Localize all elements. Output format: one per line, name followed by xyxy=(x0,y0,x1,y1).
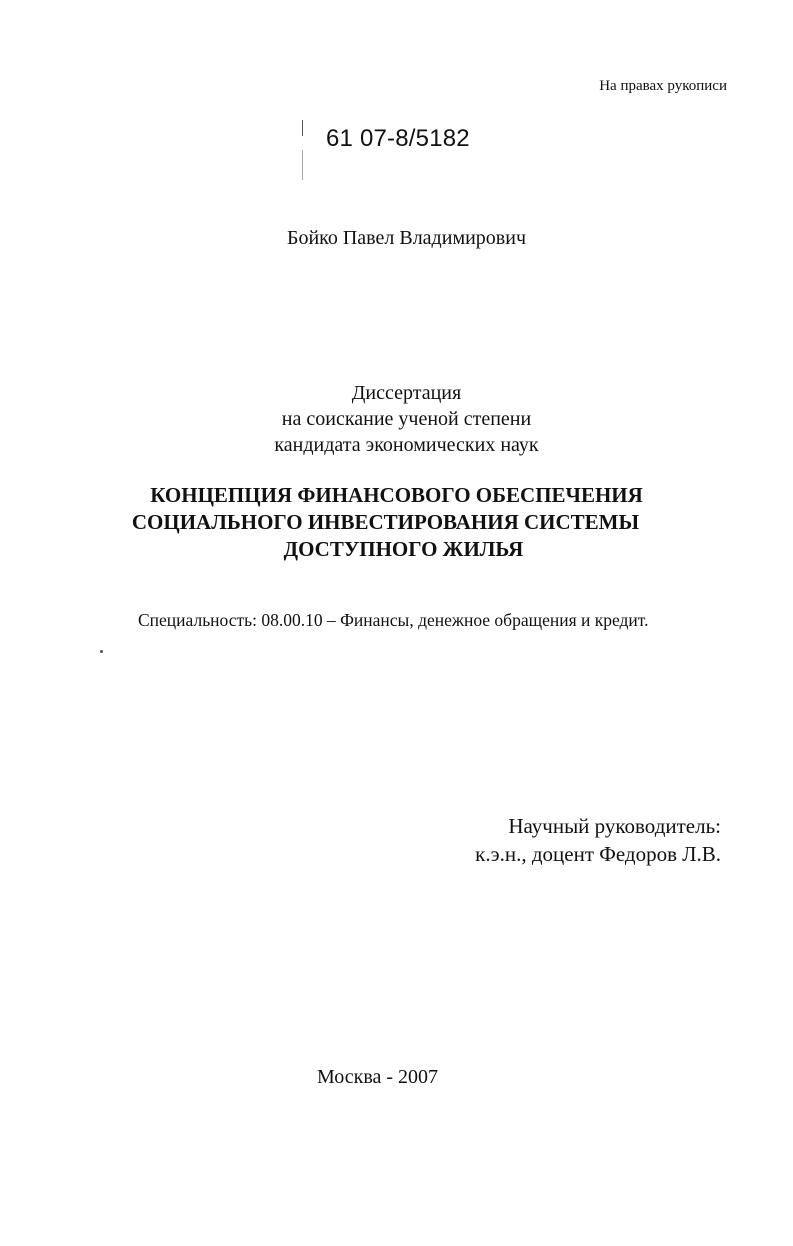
dissertation-line: Диссертация xyxy=(351,382,462,404)
title-line: КОНЦЕПЦИЯ ФИНАНСОВОГО ОБЕСПЕЧЕНИЯ xyxy=(150,483,643,507)
supervisor xyxy=(475,812,721,868)
author-name: Бойко Павел Владимирович xyxy=(286,227,527,249)
supervisor-label: Научный руководитель: xyxy=(508,814,721,838)
scan-line-mark xyxy=(302,120,303,136)
dissertation-title xyxy=(0,482,793,563)
dissertation-line: на соискание ученой степени xyxy=(281,408,532,430)
scan-dot-mark xyxy=(100,650,103,653)
rights-note: На правах рукописи xyxy=(599,78,727,94)
title-line: СОЦИАЛЬНОГО ИНВЕСТИРОВАНИЯ СИСТЕМЫ xyxy=(131,510,640,534)
dissertation-description xyxy=(0,380,793,458)
supervisor-name: к.э.н., доцент Федоров Л.В. xyxy=(475,842,721,866)
title-line: ДОСТУПНОГО ЖИЛЬЯ xyxy=(283,537,524,561)
specialty: Специальность: 08.00.10 – Финансы, денежное обращения и кредит. xyxy=(138,610,649,630)
dissertation-line: кандидата экономических наук xyxy=(274,434,539,456)
city-year: Москва - 2007 xyxy=(316,1066,439,1088)
catalog-code: 61 07-8/5182 xyxy=(326,125,470,152)
scan-line-mark xyxy=(302,150,303,180)
